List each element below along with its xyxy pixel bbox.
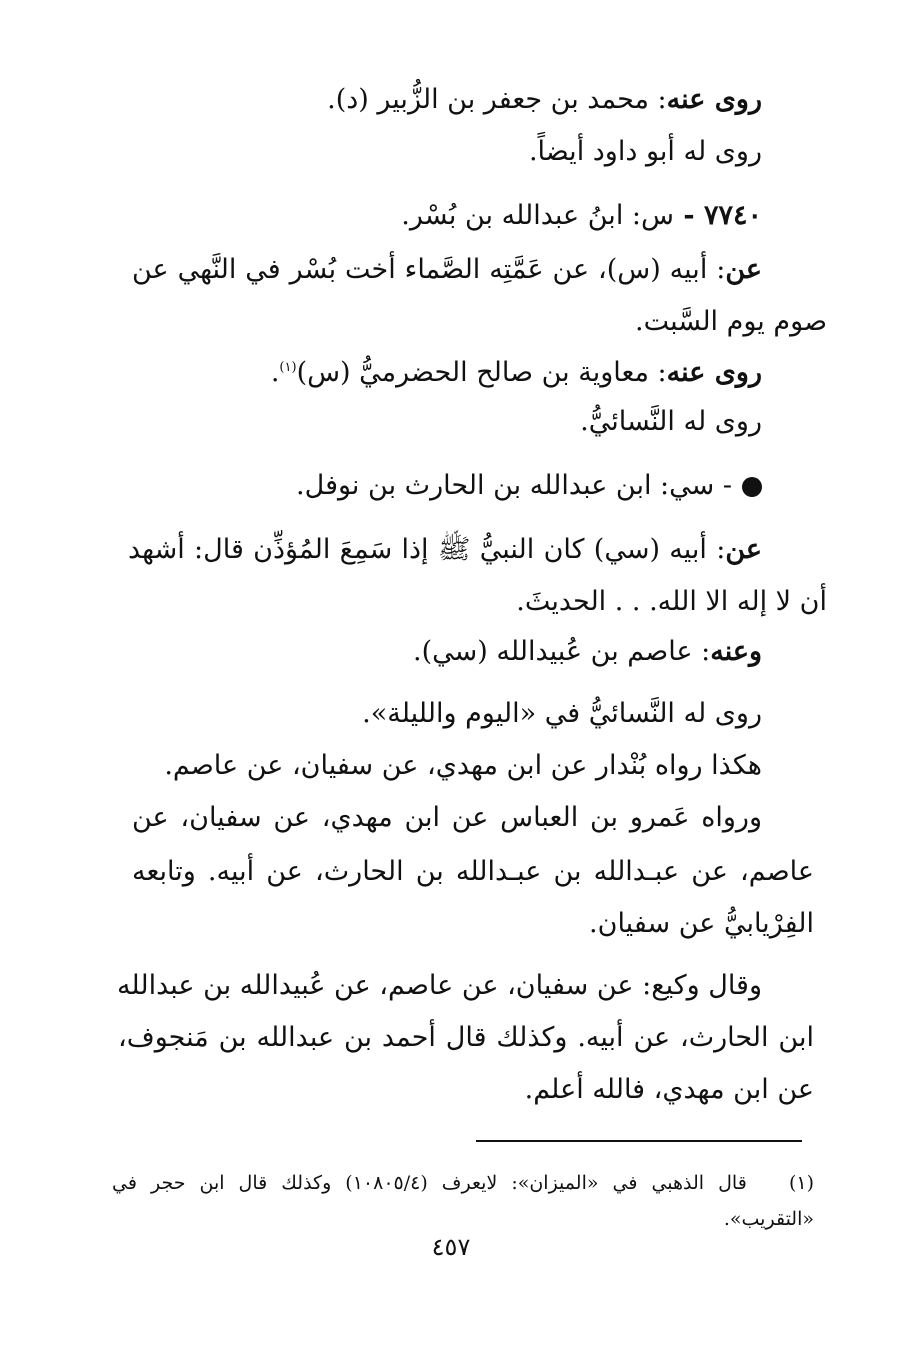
line-label: عن [725, 254, 762, 285]
bullet-icon [742, 477, 762, 497]
line-tail: . [270, 357, 280, 388]
line-text: صوم يوم السَّبت. [635, 306, 827, 337]
line-text: : محمد بن جعفر بن الزُّبير (د). [327, 84, 667, 115]
line-text: : أبيه (سي) كان النبيُّ ﷺ إذا سَمِعَ المُؤذِّن قال: أشهد [128, 534, 726, 565]
line-text: أن لا إله الا الله. . . الحديثَ. [516, 586, 827, 617]
line-label: وعنه [710, 636, 762, 667]
footnote-marker: (١) [788, 1172, 814, 1194]
line-label: عن [725, 534, 762, 565]
footnote-text: «التقريب». [723, 1208, 814, 1230]
line-text: - سي: ابن عبدالله بن الحارث بن نوفل. [296, 470, 732, 501]
line-text: روى له أبو داود أيضاً. [528, 136, 762, 167]
entry-heading-7740 [260, 196, 762, 236]
page-number: ٤٥٧ [431, 1233, 471, 1261]
line-text: هكذا رواه بُنْدار عن ابن مهدي، عن سفيان، عن عاصم. [164, 750, 762, 781]
text-line-5 [260, 302, 827, 342]
line-text: وقال وكيع: عن سفيان، عن عاصم، عن عُبيدالله بن عبدالله [116, 970, 762, 1001]
text-line-13 [160, 746, 762, 786]
line-text: ابن الحارث، عن أبيه. وكذلك قال أحمد بن عبدالله بن مَنجوف، [118, 1022, 814, 1053]
line-text: : عاصم بن عُبيدالله (سي). [412, 636, 711, 667]
footnote-text: قال الذهبي في «الميزان»: لايعرف (١٠٨٠٥/٤) وكذلك قال ابن حجر في [112, 1172, 747, 1194]
footnote-line-1 [112, 1168, 814, 1198]
line-text: ورواه عَمرو بن العباس عن ابن مهدي، عن سفيان، عن [132, 802, 762, 833]
text-line-16 [260, 904, 814, 944]
line-text: عاصم، عن عبـدالله بن عبـدالله بن الحارث، عن أبيه. وتابعه [132, 856, 814, 887]
text-line-1 [260, 80, 762, 120]
line-text: : معاوية بن صالح الحضرميُّ (س) [296, 357, 667, 388]
text-line-10 [260, 582, 827, 622]
text-line-11 [260, 632, 762, 672]
text-line-17 [118, 966, 762, 1006]
text-line-14 [132, 798, 762, 838]
text-line-6 [260, 348, 762, 393]
line-text: روى له النَّسائيُّ. [580, 406, 762, 437]
entry-number: ٧٧٤٠ - [673, 200, 762, 231]
text-line-12 [260, 694, 762, 734]
line-text: روى له النَّسائيُّ في «اليوم والليلة». [362, 698, 762, 729]
text-line-2 [260, 132, 762, 172]
text-line-4 [132, 250, 762, 290]
line-label: روى عنه [666, 357, 762, 388]
text-line-9 [128, 530, 762, 570]
entry-heading-si [260, 466, 762, 506]
line-label: روى عنه [666, 84, 762, 115]
footnote-divider [476, 1140, 802, 1142]
line-text: س: ابنُ عبدالله بن بُسْر. [401, 200, 674, 231]
line-text: : أبيه (س)، عن عَمَّتِه الصَّماء أخت بُسْر في النَّهي عن [132, 254, 726, 285]
line-text: عن ابن مهدي، فالله أعلم. [524, 1074, 814, 1105]
line-text: الفِرْيابيُّ عن سفيان. [589, 908, 814, 939]
footnote-line-2 [260, 1204, 814, 1234]
footnote-ref: (١) [279, 360, 297, 375]
text-line-7 [260, 402, 762, 442]
text-line-15 [132, 852, 814, 892]
text-line-18 [118, 1018, 814, 1058]
text-line-19 [260, 1070, 814, 1110]
